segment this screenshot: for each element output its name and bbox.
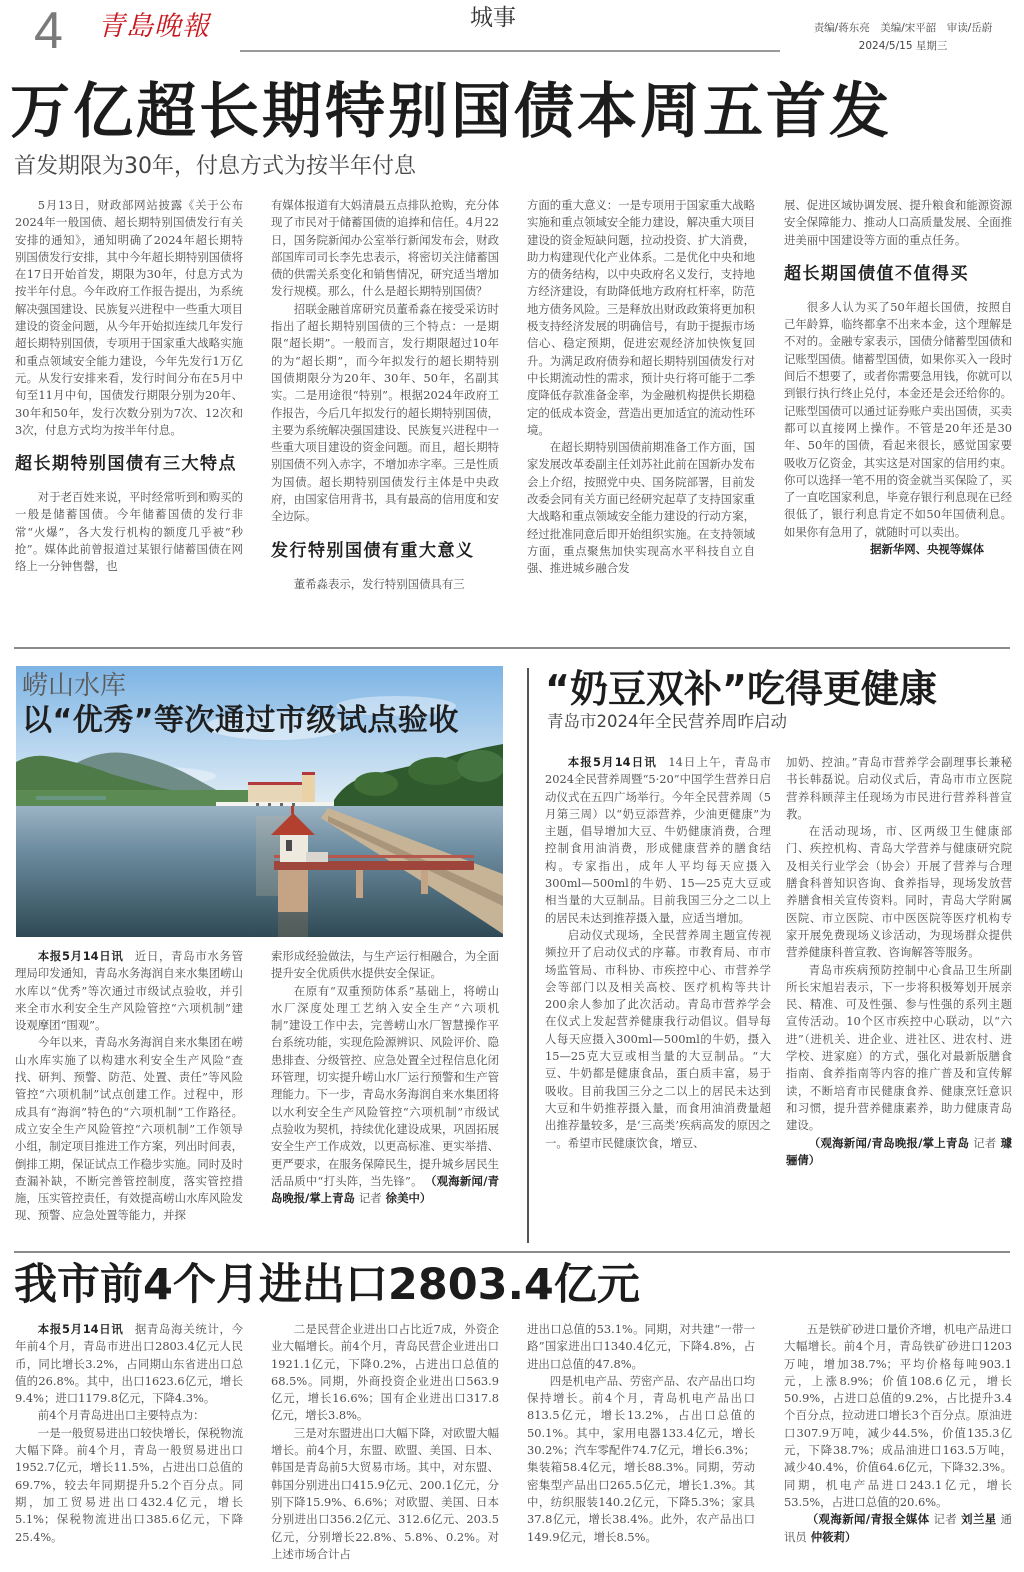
paragraph	[15, 1321, 243, 1407]
paragraph	[15, 948, 243, 1034]
issue-date: 2024/5/15 星期三	[858, 40, 948, 52]
paragraph: 五是铁矿砂进口量价齐增，机电产品进口大幅增长。前4个月，青岛铁矿砂进口1203万吨，增加38.7%；平均价格每吨903.1元，上涨8.9%；价值108.6亿元，增长50.9%，占进口总值的9.2%，占比提升3.4个百分点，拉动进口增长3个百分点。原油进口307.9万吨，减少44.5%，价值135.3亿元，下降38.7%；成品油进口163.5万吨，减少40.4%，价值64.6亿元，下降32.3%。同期，机电产品进口243.1亿元，增长53.5%，占进口总值的20.6%。	[784, 1322, 1012, 1509]
article-source: 据新华网、央视等媒体	[870, 542, 984, 557]
trade-column-2	[271, 1321, 499, 1563]
credit-name: 徐美中）	[385, 1191, 432, 1206]
nutrition-column-1	[545, 754, 771, 1152]
paragraph: 招联金融首席研究员董希淼在接受采访时指出了超长期特别国债的三个特点：一是期限“超长期”。一般而言，发行期限超过10年的为“超长期”，而今年拟发行的超长期特别国债期限分为20年、30年、50年，名副其实。二是用途很“特别”。根据2024年政府工作报告，今后几年拟发行的超长期特别国债，主要为系统解决强国建设、民族复兴进程中一些重大项目建设的资金问题。而且，超长期特别国债不列入赤字，不增加赤字率。三是性质为国债。超长期特别国债发行主体是中央政府，由国家信用背书，具有最高的信用度和安全边际。	[271, 301, 499, 524]
credit-role: 通讯员	[784, 1512, 1012, 1544]
paragraph-continued: 方面的重大意义：一是专项用于国家重大战略实施和重点领域安全能力建设，解决重大项目建设的资金短缺问题，拉动投资、扩大消费，助力构建现代化产业体系。二是优化中央和地方的债务结构，以中央政府名义发行，支持地方经济建设，有助降低地方政府杠杆率，防范地方债务风险。三是释放出财政政策将更加积极支持经济发展的明确信号，有助于提振市场信心、稳定预期，促进宏观经济加快恢复回升。为满足政府债券和超长期特别国债发行对中长期流动性的需求，预计央行将可能于二季度降低存款准备金率，为金融机构提供长期稳定的低成本资金，营造出更加适宜的流动性环境。	[527, 198, 755, 437]
article-credit	[784, 1511, 1012, 1546]
article-credit	[786, 1135, 1012, 1170]
reservoir-kicker: 崂山水库	[22, 671, 127, 701]
paragraph: 董希淼表示，发行特别国债具有三	[293, 576, 465, 591]
trade-column-3	[527, 1321, 755, 1546]
credit-role: 记者	[358, 1191, 382, 1206]
paragraph-continued: 加奶、控油。”青岛市营养学会副理事长兼秘书长韩磊说。启动仪式后，青岛市市立医院营养科顾萍主任现场为市民进行营养科普宣教。	[786, 755, 1012, 821]
paragraph: 在超长期特别国债前期准备工作方面，国家发展改革委副主任刘苏社此前在国新办发布会上介绍，按照党中央、国务院部署，目前发改委会同有关方面已经研究起草了支持国家重大战略和重点领域安全能力建设的行动方案，经过批准同意后即开始组织实施。在支持领域方面，重点聚焦加快实现高水平科技自立自强、推进城乡融合发	[527, 440, 755, 576]
section-divider	[14, 1251, 1010, 1253]
paragraph: 很多人认为买了50年超长国债，按照自己年龄算，临终都拿不出来本金，这个理解是不对的。金融专家表示，国债分储蓄型国债和记账型国债。储蓄型国债，如果你买入一段时间后不想要了，或者你需要急用钱，你就可以到银行执行终止兑付，本金还是会还给你的。记账型国债可以通过证券账户卖出国债，买卖都可以直接网上操作。不管是20年还是30年、50年的国债，看起来很长，感觉国家要吸收万亿资金，其实这是对国家的信用约束。你可以选择一笔不用的资金就当买保险了，买了一直吃国家利息，毕竟存银行利息现在已经很低了，银行利息肯定不如50年国债利息。如果你有急用了，就随时可以卖出。	[784, 299, 1012, 539]
section-divider	[14, 647, 1010, 649]
editor-credits: 责编/蒋东亮 美编/宋平韶 审读/岳蔚	[813, 22, 993, 34]
credit-name: 仲筱莉）	[810, 1529, 857, 1544]
paragraph: 青岛市疾病预防控制中心食品卫生所副所长宋旭岩表示，下一步将积极筹划开展亲民、精准、可及性强、参与性强的系列主题宣传活动。10个区市疾控中心联动，以“六进”（进机关、进企业、进社区、进农村、进学校、进家庭）的方式，强化对最新版膳食指南、食养指南等内容的推广普及和宣传解读，不断培育市民健康食养、健康烹饪意识和习惯，提升营养健康素养，助力健康青岛建设。	[786, 962, 1012, 1133]
column-divider	[527, 668, 529, 1243]
trade-column-1	[15, 1321, 243, 1546]
section-heading: 超长期国债值不值得买	[784, 263, 969, 284]
reservoir-column-2	[271, 948, 499, 1207]
paragraph	[271, 983, 499, 1208]
paragraph-text: 近日，青岛市水务管理局印发通知，青岛水务海润自来水集团崂山水库以“优秀”等次通过市级试点验收，并引来全市水利安全生产风险管控“六项机制”建设观摩团“围观”。	[15, 949, 243, 1033]
paragraph: 在活动现场，市、区两级卫生健康部门、疾控机构、青岛大学营养与健康研究院及相关行业学会（协会）开展了营养与合理膳食科普知识咨询、食养指导，现场发放营养膳食相关宣传资料。同时，青岛大学附属医院、市立医院、市中医医院等医疗机构专家开展免费现场义诊活动，为现场群众提供营养健康科普宣教、咨询解答等服务。	[786, 824, 1012, 960]
credit-name: 璩骊倩）	[786, 1135, 1012, 1167]
paragraph-text: 据青岛海关统计，今年前4个月，青岛市进出口2803.4亿元人民币，同比增长3.2%，占同期山东省进出口总值的26.8%。其中，出口1623.6亿元，增长9.4%；进口1179.8亿元，下降4.3%。	[15, 1322, 243, 1406]
paragraph: 前4个月青岛进出口主要特点为：	[37, 1408, 205, 1423]
dateline: 本报5月14日讯	[37, 949, 124, 963]
bonds-column-4	[784, 197, 1012, 558]
credit-outlet: （观海新闻/青岛晚报/掌上青岛	[271, 1173, 499, 1206]
paragraph-continued: 有媒体报道有大妈清晨五点排队抢购，充分体现了市民对于储蓄国债的追捧和信任。4月22日，国务院新闻办公室举行新闻发布会，财政部国库司司长李先忠表示，将密切关注储蓄国债的供需关系变化和销售情况，研究适当增加发行规模。那么，什么是超长期特别国债？	[271, 198, 499, 299]
page-number: 4	[34, 2, 63, 60]
bonds-column-2	[271, 197, 499, 593]
paragraph-continued: 索形成经验做法，与生产运行相融合，为全面提升安全优质供水提供安全保证。	[271, 949, 499, 981]
paragraph: 一是一般贸易进出口较快增长，保税物流大幅下降。前4个月，青岛一般贸易进出口1952.7亿元，增长11.5%，占进出口总值的69.7%，较去年同期提升5.2个百分点。同期，加工贸易进出口432.4亿元，增长5.1%；保税物流进出口385.6亿元，下降25.4%。	[15, 1425, 243, 1544]
credit-name: 刘兰星	[961, 1512, 997, 1527]
reservoir-column-1	[15, 948, 243, 1225]
paragraph-continued: 进出口总值的53.1%。同期，对共建“一带一路”国家进出口1340.4亿元，下降4.8%，占进出口总值的47.8%。	[527, 1322, 755, 1371]
paragraph-continued: 展、促进区域协调发展、提升粮食和能源资源安全保障能力、推动人口高质量发展、全面推进美丽中国建设等方面的重点任务。	[784, 198, 1012, 247]
reservoir-headline: 以“优秀”等次通过市级试点验收	[22, 703, 459, 738]
paragraph-text: 在原有“双重预防体系”基础上，将崂山水厂深度处理工艺纳入安全生产“六项机制”建设工作中去，完善崂山水厂智慧操作平台系统功能，实现危险源辨识、风险评价、隐患排查、分级管控、应急处置全过程信息化闭环管理，切实提升崂山水厂运行预警和生产管理能力。下一步，青岛水务海润自来水集团将以水利安全生产风险管控“六项机制”市级试点验收为契机，持续优化建设成果，巩固拓展安全生产工作成效，以更高标准、更实举措、更严要求，在服务保障民生，提升城乡居民生活品质中“打头阵，当先锋”。	[271, 983, 499, 1188]
nutrition-column-2	[786, 754, 1012, 1169]
paragraph: 四是机电产品、劳密产品、农产品出口均保持增长。前4个月，青岛机电产品出口813.5亿元，增长13.2%，占出口总值的50.1%。其中，家用电器133.4亿元，增长30.2%；汽车零配件74.7亿元，增长6.3%；集装箱58.4亿元，增长88.3%。同期，劳动密集型产品出口265.5亿元，增长1.3%。其中，纺织服装140.2亿元，下降5.3%；家具37.8亿元，增长38.4%。此外，农产品出口149.9亿元，增长8.5%。	[527, 1373, 755, 1544]
paragraph: 对于老百姓来说，平时经常听到和购买的一般是储蓄国债。今年储蓄国债的发行非常“火爆”，各大发行机构的额度几乎被“秒抢”。媒体此前曾报道过某银行储蓄国债在网络上一分钟售罄，也	[15, 490, 243, 574]
credit-role: 记者	[973, 1135, 997, 1150]
section-heading: 超长期特别国债有三大特点	[15, 454, 237, 475]
dateline: 本报5月14日讯	[37, 1322, 124, 1336]
nutrition-headline: “奶豆双补”吃得更健康	[545, 667, 937, 711]
newspaper-logo: 青島晚報	[98, 11, 210, 42]
paragraph: 5月13日，财政部网站披露《关于公布2024年一般国债、超长期特别国债发行有关安排的通知》，通知明确了2024年超长期特别国债发行安排，其中今年超长期特别国债将在17日开始首发，期限为30年，付息方式为按半年付息。今年政府工作报告提出，为系统解决强国建设、民族复兴进程中一些重大项目建设的资金问题，从今年开始拟连续几年发行超长期特别国债，专项用于国家重大战略实施和重点领域安全能力建设，今年先发行1万亿元。从发行安排来看，发行时间分布在5月中旬至11月中旬，国债发行期限分别为20年、30年和50年，发行次数分别为7次、12次和3次，付息方式均为按半年付息。	[15, 198, 243, 437]
section-title: 城事	[470, 5, 516, 31]
paragraph: 二是民营企业进出口占比近7成，外资企业大幅增长。前4个月，青岛民营企业进出口1921.1亿元，下降0.2%，占进出口总值的68.5%。同期，外商投资企业进出口563.9亿元，增长16.6%；国有企业进出口317.8亿元，增长3.8%。	[271, 1322, 499, 1423]
section-heading: 发行特别国债有重大意义	[271, 540, 475, 561]
credit-outlet: （观海新闻/青报全媒体	[806, 1512, 930, 1527]
bonds-subtitle: 首发期限为30年，付息方式为按半年付息	[14, 154, 416, 179]
paragraph	[545, 754, 771, 927]
paragraph-text: 14日上午，青岛市2024全民营养周暨“5·20”中国学生营养日启动仪式在五四广场举行。今年全民营养周（5月第三周）以“奶豆添营养，少油更健康”为主题，倡导增加大豆、牛奶健康消费，合理控制食用油消费，形成健康营养的膳食结构。专家指出，成年人平均每天应摄入300ml—500ml的牛奶、15—25克大豆或相当量的大豆制品。目前我国三分之二以上的居民未达到推荐摄入量，应适当增加。	[545, 755, 771, 925]
paragraph: 今年以来，青岛水务海润自来水集团在崂山水库实施了以构建水利安全生产风险“查找、研判、预警、防范、处置、责任”等风险管控“六项机制”试点创建工作。过程中，形成具有“海润”特色的“六项机制”工作路径。成立安全生产风险管控“六项机制”工作领导小组，制定项目推进工作方案，列出时间表，倒排工期，保证试点工作稳步实施。同时及时查漏补缺，不断完善管控制度，落实管控措施，压实管控责任，有效提高崂山水库风险发现、预警、应急处置等能力，并探	[15, 1035, 243, 1223]
nutrition-subheadline: 青岛市2024年全民营养周昨启动	[547, 712, 787, 731]
paragraph: 启动仪式现场，全民营养周主题宣传视频拉开了启动仪式的序幕。市教育局、市市场监管局、市科协、市疾控中心、市营养学会等部门以及相关高校、医疗机构等共计200余人参加了此次活动。青岛市营养学会在仪式上发起营养健康我行动倡议。倡导每人每天应摄入300ml—500ml的牛奶，摄入15—25克大豆或相当量的大豆制品。“大豆、牛奶都是健康食品，蛋白质丰富，易于吸收。目前我国三分之二以上的居民未达到大豆和牛奶推荐摄入量，而食用油消费量超出推荐量较多，是‘三高类’疾病高发的原因之一。希望市民健康饮食，增豆、	[545, 927, 771, 1150]
header-divider	[240, 50, 780, 52]
dateline: 本报5月14日讯	[567, 755, 657, 769]
credit-outlet: （观海新闻/青岛晚报/掌上青岛	[808, 1135, 970, 1150]
credit-role: 记者	[933, 1512, 958, 1527]
bonds-column-1	[15, 197, 243, 576]
paragraph: 三是对东盟进出口大幅下降，对欧盟大幅增长。前4个月，东盟、欧盟、美国、日本、韩国是青岛前5大贸易市场。其中，对东盟、韩国分别进出口415.9亿元、200.1亿元，分别下降15.9%、6.6%；对欧盟、美国、日本分别进出口356.2亿元、312.6亿元、203.5亿元，分别增长22.8%、5.8%、0.2%。对上述市场合计占	[271, 1425, 499, 1561]
trade-headline: 我市前4个月进出口2803.4亿元	[14, 1260, 640, 1310]
trade-column-4	[784, 1321, 1012, 1546]
bonds-column-3	[527, 197, 755, 578]
bonds-headline: 万亿超长期特别国债本周五首发	[10, 77, 892, 147]
